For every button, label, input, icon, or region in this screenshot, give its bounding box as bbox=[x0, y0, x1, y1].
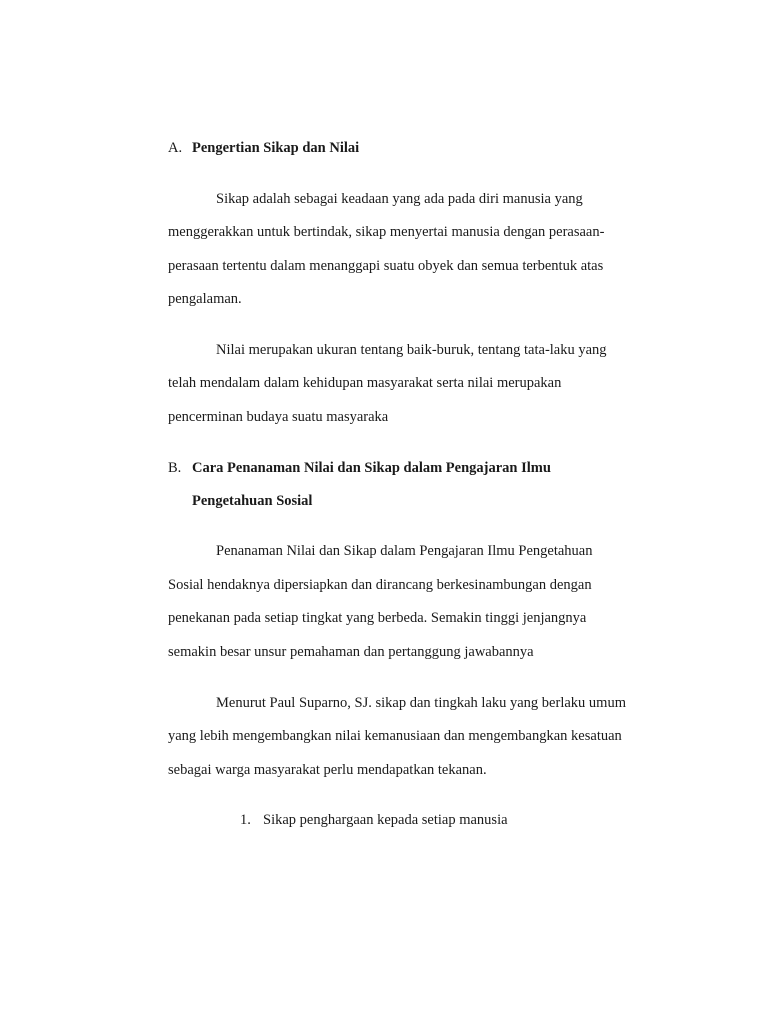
section-b-para1-line4: semakin besar unsur pemahaman dan pertanggung jawabannya bbox=[168, 644, 534, 660]
section-b-para2-line2: yang lebih mengembangkan nilai kemanusiaan dan mengembangkan kesatuan bbox=[168, 728, 622, 744]
section-b-para1-line1: Penanaman Nilai dan Sikap dalam Pengajaran Ilmu Pengetahuan bbox=[216, 543, 593, 559]
section-b-para2-line1: Menurut Paul Suparno, SJ. sikap dan tingkah laku yang berlaku umum bbox=[216, 695, 626, 711]
section-a-para2-line1: Nilai merupakan ukuran tentang baik-buruk, tentang tata-laku yang bbox=[216, 342, 607, 358]
list-item-1-text: Sikap penghargaan kepada setiap manusia bbox=[263, 812, 508, 828]
section-a-para2-line2: telah mendalam dalam kehidupan masyarakat serta nilai merupakan bbox=[168, 375, 562, 391]
section-b-para1-line3: penekanan pada setiap tingkat yang berbeda. Semakin tinggi jenjangnya bbox=[168, 610, 587, 626]
section-b-marker: B. bbox=[168, 460, 182, 476]
section-a-para1-line3: perasaan tertentu dalam menanggapi suatu obyek dan semua terbentuk atas bbox=[168, 258, 604, 274]
section-b-para2-line3: sebagai warga masyarakat perlu mendapatkan tekanan. bbox=[168, 762, 487, 778]
section-b-heading-line1: Cara Penanaman Nilai dan Sikap dalam Pengajaran Ilmu bbox=[192, 460, 551, 476]
section-a-para1-line4: pengalaman. bbox=[168, 291, 242, 307]
section-a-marker: A. bbox=[168, 140, 183, 156]
section-a-para1-line2: menggerakkan untuk bertindak, sikap menyertai manusia dengan perasaan- bbox=[168, 224, 605, 240]
section-a-heading: Pengertian Sikap dan Nilai bbox=[192, 140, 360, 156]
section-b-para1-line2: Sosial hendaknya dipersiapkan dan dirancang berkesinambungan dengan bbox=[168, 577, 592, 593]
section-a-para1-line1: Sikap adalah sebagai keadaan yang ada pada diri manusia yang bbox=[216, 191, 583, 207]
list-item-1-number: 1. bbox=[240, 812, 251, 828]
section-b-heading-line2: Pengetahuan Sosial bbox=[192, 493, 313, 509]
section-a-para2-line3: pencerminan budaya suatu masyaraka bbox=[168, 409, 389, 425]
